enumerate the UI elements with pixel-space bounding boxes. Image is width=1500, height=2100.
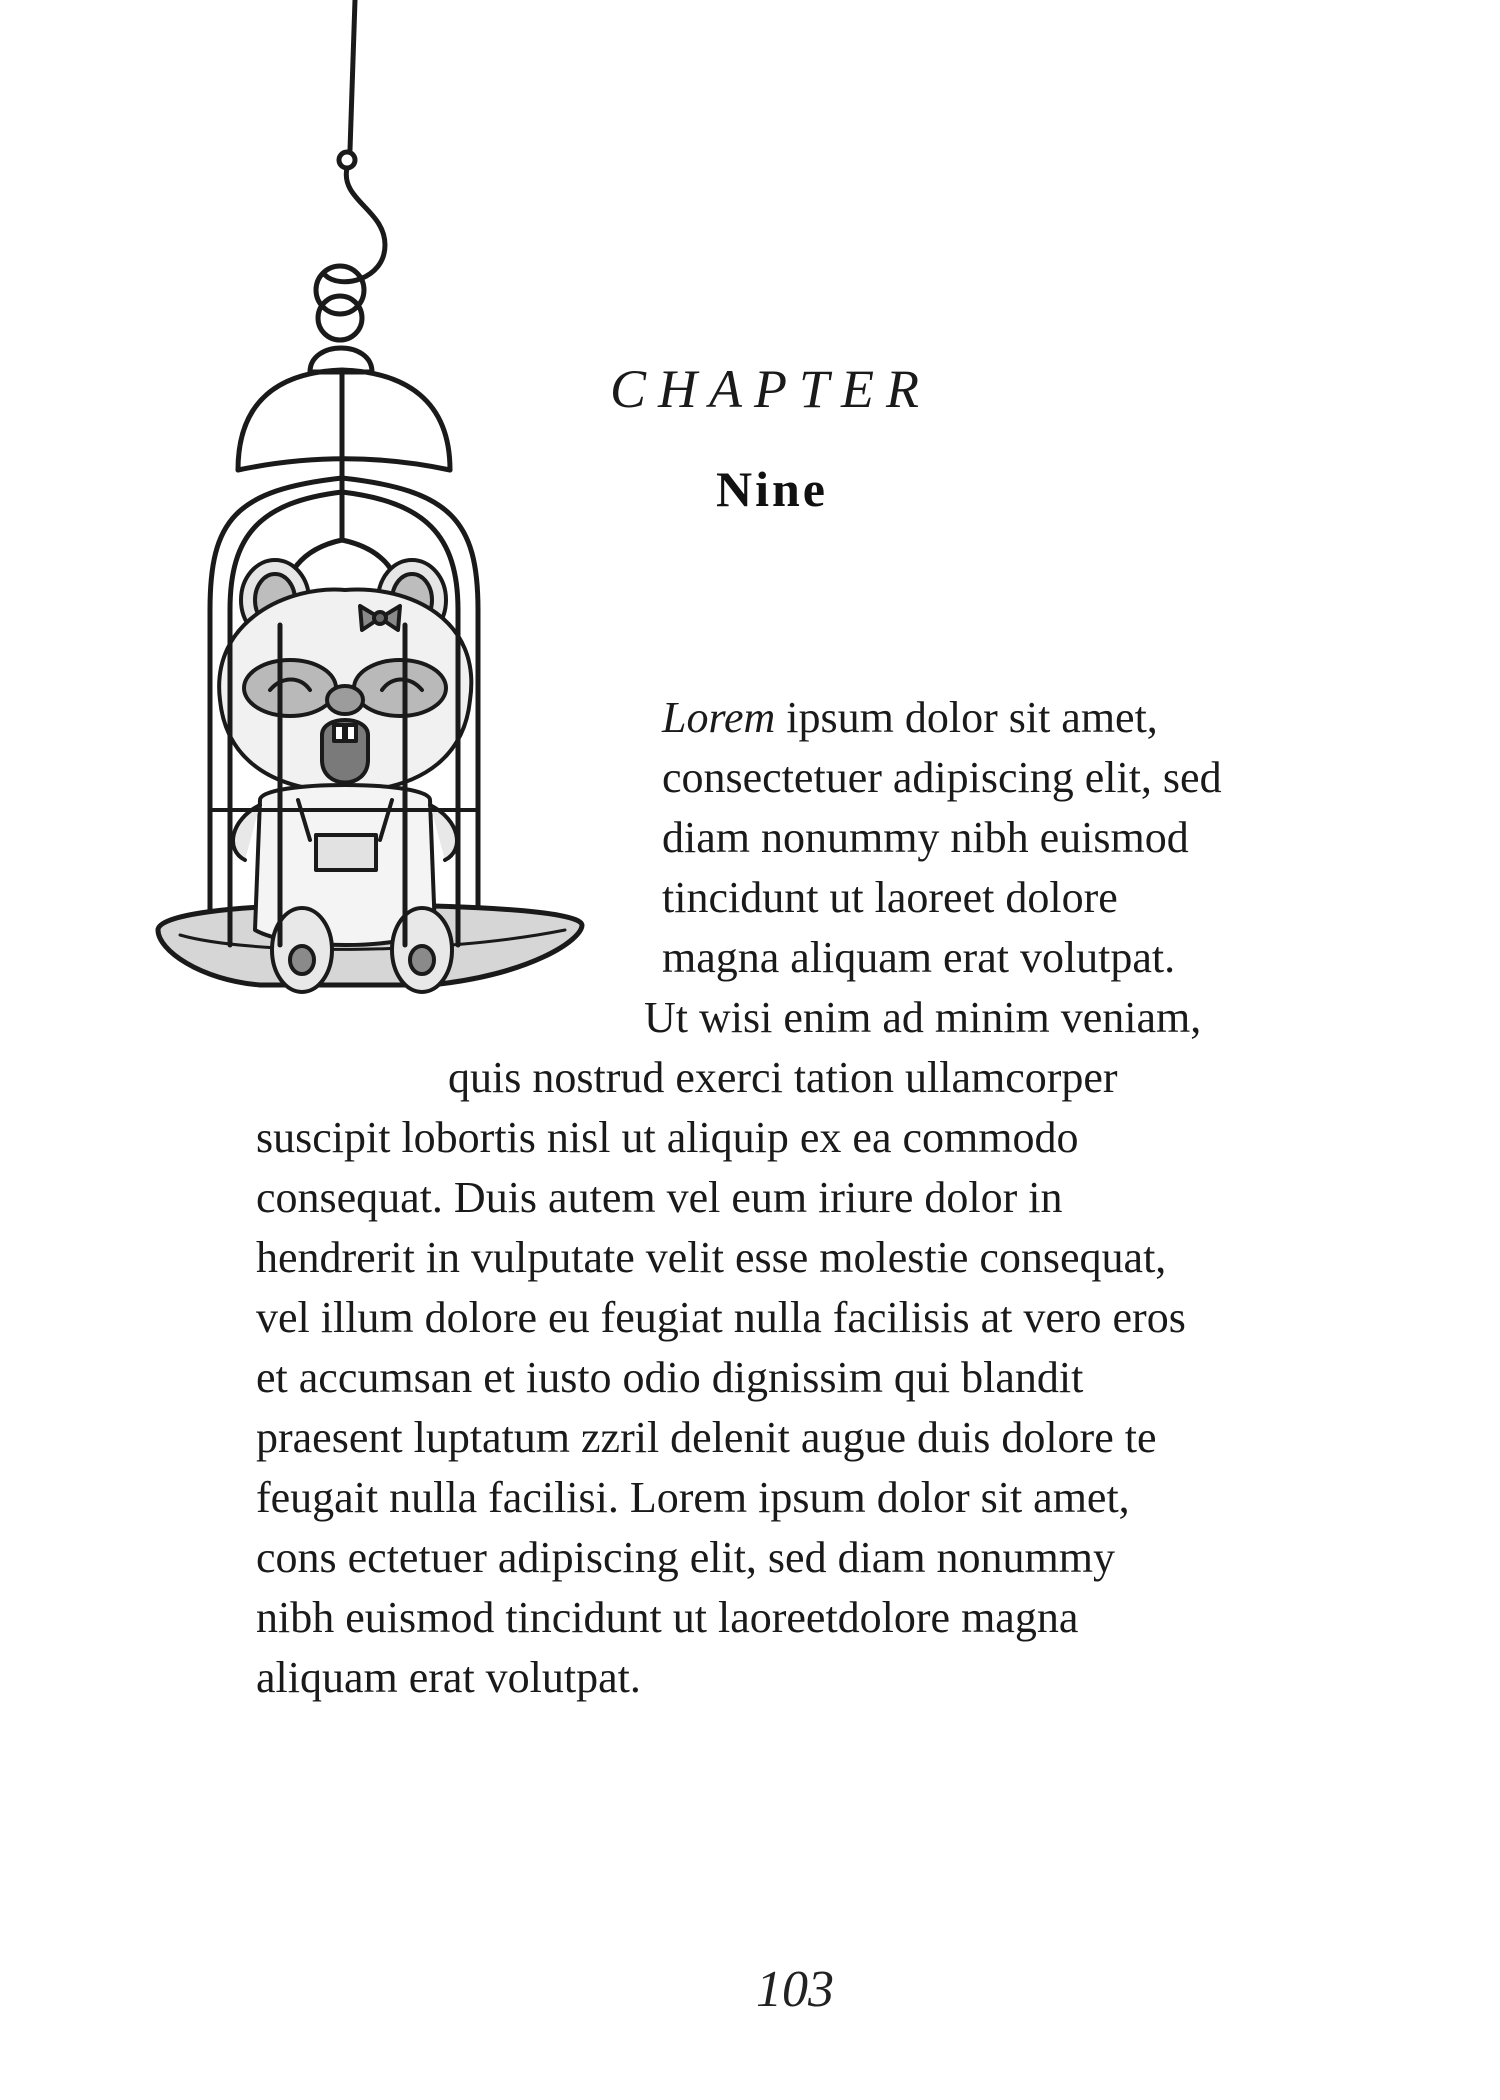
text-line: praesent luptatum zzril delenit augue duis dolore te [256,1413,1157,1462]
text-line: aliquam erat volutpat. [256,1653,641,1702]
text-line: diam nonummy nibh euismod [662,813,1189,862]
page-number: 103 [756,1961,834,2018]
text-line: consequat. Duis autem vel eum iriure dolor in [256,1173,1063,1222]
text-line: et accumsan et iusto odio dignissim qui blandit [256,1353,1084,1402]
text-line: feugait nulla facilisi. Lorem ipsum dolor sit amet, [256,1473,1130,1522]
chapter-label: CHAPTER [610,359,931,419]
text-line: suscipit lobortis nisl ut aliquip ex ea commodo [256,1113,1079,1162]
lead-word: Lorem [662,693,776,742]
text-line: consectetuer adipiscing elit, sed [662,753,1222,802]
text-line: nibh euismod tincidunt ut laoreetdolore magna [256,1593,1079,1642]
text-line: tincidunt ut laoreet dolore [662,873,1118,922]
hamster-in-birdcage-icon [110,0,590,1000]
text-line: vel illum dolore eu feugiat nulla facilisis at vero eros [256,1293,1186,1342]
chapter-number: Nine [716,461,828,517]
text-line: cons ectetuer adipiscing elit, sed diam nonummy [256,1533,1116,1582]
text-line: Lorem ipsum dolor sit amet, [662,693,1158,742]
text-line: hendrerit in vulputate velit esse molestie consequat, [256,1233,1167,1282]
text-line: magna aliquam erat volutpat. [662,933,1176,982]
text-line: quis nostrud exerci tation ullamcorper [448,1053,1118,1102]
text-line: Ut wisi enim ad minim veniam, [644,993,1202,1042]
